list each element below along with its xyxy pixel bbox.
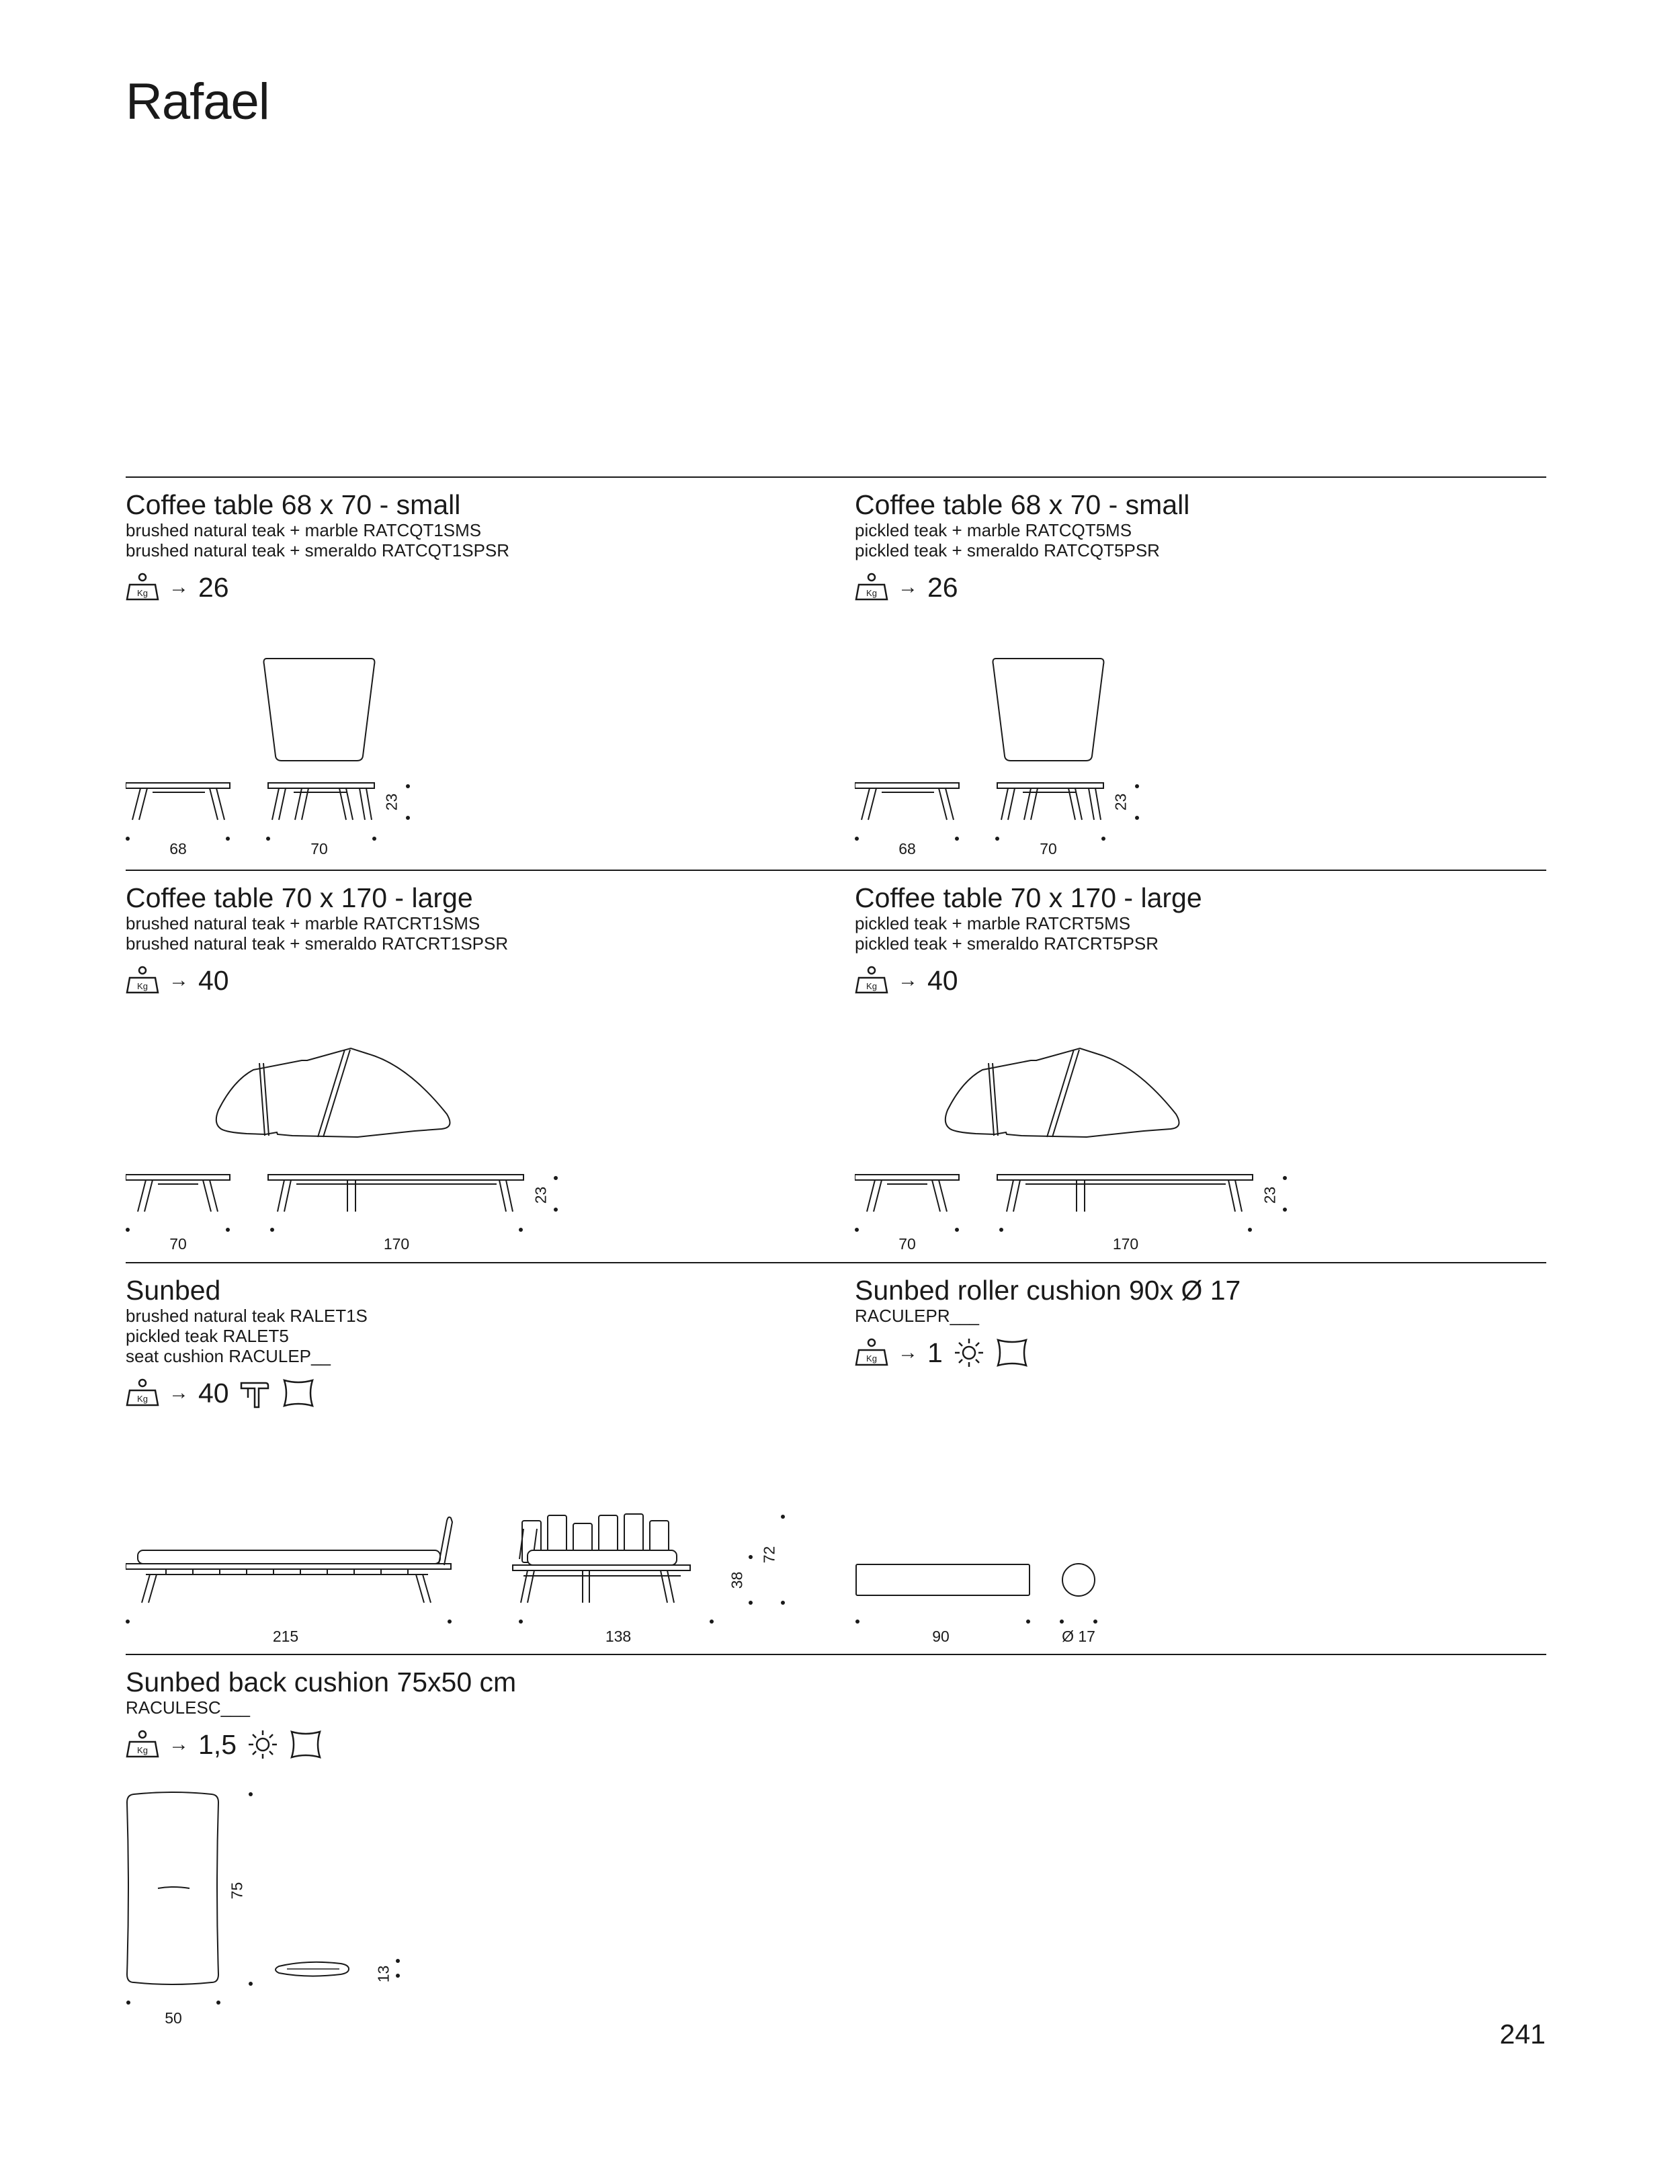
svg-text:Kg: Kg <box>137 588 148 598</box>
arrow-icon: → <box>169 969 189 991</box>
dimension-height: 23 <box>1111 793 1130 811</box>
product-meta <box>855 569 1554 606</box>
product-sunbed <box>126 1275 825 1412</box>
arrow-icon: → <box>169 576 189 598</box>
coffee-table-small-drawing <box>126 648 435 864</box>
weight-kg-icon <box>855 966 888 995</box>
weight-kg-icon <box>855 573 888 602</box>
product-meta <box>126 569 825 606</box>
dimension-thickness: 13 <box>374 1965 392 1983</box>
coffee-table-large-drawing <box>126 1035 569 1257</box>
dimension-diameter: Ø 17 <box>1062 1628 1095 1645</box>
svg-text:Kg: Kg <box>137 981 148 991</box>
dimension-depth: 70 <box>169 1235 187 1253</box>
section-divider <box>126 476 1546 478</box>
weight-kg-icon <box>126 573 159 602</box>
page-title: Rafael <box>126 73 269 130</box>
dimension-height: 23 <box>1261 1186 1279 1204</box>
arrow-icon: → <box>169 1382 189 1404</box>
product-title: Coffee table 68 x 70 - small <box>126 489 461 520</box>
weight-kg-icon <box>126 1378 159 1408</box>
svg-text:Kg: Kg <box>866 1353 877 1363</box>
product-variant: pickled teak + marble RATCQT5MS <box>855 520 1132 540</box>
arrow-icon: → <box>898 969 918 991</box>
product-coffee-table-large-pickled <box>855 882 1554 999</box>
weight-value: 26 <box>927 571 958 603</box>
dimension-width: 138 <box>605 1628 632 1645</box>
coffee-table-large-drawing <box>855 1035 1298 1257</box>
sun-icon <box>246 1729 280 1760</box>
product-title: Sunbed <box>126 1275 221 1306</box>
arrow-icon: → <box>169 1733 189 1755</box>
product-coffee-table-small-brushed <box>126 489 825 606</box>
dimension-length: 215 <box>272 1628 299 1645</box>
svg-text:Kg: Kg <box>866 588 877 598</box>
product-title: Coffee table 70 x 170 - large <box>126 882 473 913</box>
dimension-height: 23 <box>382 793 401 811</box>
cushion-icon <box>995 1337 1029 1368</box>
cushion-icon <box>282 1378 315 1409</box>
cushion-icon <box>289 1729 323 1760</box>
section-divider <box>126 1262 1546 1263</box>
coffee-table-small-drawing <box>855 648 1164 864</box>
product-variant: pickled teak + smeraldo RATCQT5PSR <box>855 540 1160 560</box>
product-variant: RACULEPR___ <box>855 1306 979 1326</box>
table-side-elevation <box>126 783 230 788</box>
dimension-depth: 70 <box>898 1235 916 1253</box>
weight-kg-icon <box>126 1730 159 1759</box>
weight-value: 40 <box>198 964 229 996</box>
product-variant: brushed natural teak + marble RATCQT1SMS <box>126 520 482 540</box>
weight-value: 1,5 <box>198 1728 237 1760</box>
product-meta <box>855 1334 1554 1372</box>
weight-value: 26 <box>198 571 229 603</box>
dimension-depth: 68 <box>898 840 916 857</box>
product-meta <box>126 1726 825 1763</box>
product-coffee-table-small-pickled <box>855 489 1554 606</box>
dimension-width: 50 <box>165 2009 182 2027</box>
product-variant: seat cushion RACULEP__ <box>126 1346 331 1366</box>
product-sunbed-back-cushion <box>126 1667 825 1763</box>
arrow-icon: → <box>898 576 918 598</box>
product-variant: pickled teak + smeraldo RATCRT5PSR <box>855 933 1159 954</box>
table-top-plan <box>264 659 375 761</box>
dimension-width: 70 <box>310 840 328 857</box>
product-meta <box>126 1374 825 1412</box>
weight-value: 40 <box>198 1377 229 1409</box>
weight-value: 40 <box>927 964 958 996</box>
dimension-height: 75 <box>228 1882 246 1900</box>
product-title: Coffee table 68 x 70 - small <box>855 489 1190 520</box>
product-meta <box>855 962 1554 999</box>
product-variant: RACULESC___ <box>126 1697 250 1718</box>
product-variant: pickled teak + marble RATCRT5MS <box>855 913 1131 933</box>
roller-cushion-drawing <box>855 1552 1110 1633</box>
section-divider <box>126 870 1546 871</box>
weight-value: 1 <box>927 1337 943 1368</box>
dimension-width: 170 <box>383 1235 410 1253</box>
dimension-depth: 68 <box>169 840 187 857</box>
dimension-total-height: 72 <box>760 1546 778 1564</box>
sunbed-drawing <box>126 1509 798 1663</box>
weight-kg-icon <box>126 966 159 995</box>
arrow-icon: → <box>898 1341 918 1363</box>
svg-text:Kg: Kg <box>137 1745 148 1755</box>
weight-kg-icon <box>855 1338 888 1368</box>
product-sunbed-roller-cushion <box>855 1275 1554 1372</box>
product-variant: pickled teak RALET5 <box>126 1326 289 1346</box>
product-title: Sunbed back cushion 75x50 cm <box>126 1667 517 1697</box>
svg-text:Kg: Kg <box>137 1394 148 1404</box>
product-title: Coffee table 70 x 170 - large <box>855 882 1202 913</box>
sun-icon <box>952 1337 986 1368</box>
dimension-length: 90 <box>932 1628 950 1645</box>
product-variant: brushed natural teak + marble RATCRT1SMS <box>126 913 480 933</box>
dimension-width: 70 <box>1040 840 1057 857</box>
product-coffee-table-large-brushed <box>126 882 825 999</box>
product-variant: brushed natural teak + smeraldo RATCQT1SPSR <box>126 540 510 560</box>
dimension-height: 23 <box>532 1186 550 1204</box>
dimension-width: 170 <box>1112 1235 1139 1253</box>
table-front-elevation <box>268 783 374 788</box>
svg-text:Kg: Kg <box>866 981 877 991</box>
product-variant: brushed natural teak RALET1S <box>126 1306 368 1326</box>
product-meta <box>126 962 825 999</box>
product-variant: brushed natural teak + smeraldo RATCRT1SPSR <box>126 933 509 954</box>
page-number: 241 <box>1499 2019 1546 2050</box>
stand-icon <box>239 1378 272 1409</box>
product-title: Sunbed roller cushion 90x Ø 17 <box>855 1275 1241 1306</box>
dimension-seat-height: 38 <box>728 1571 746 1589</box>
